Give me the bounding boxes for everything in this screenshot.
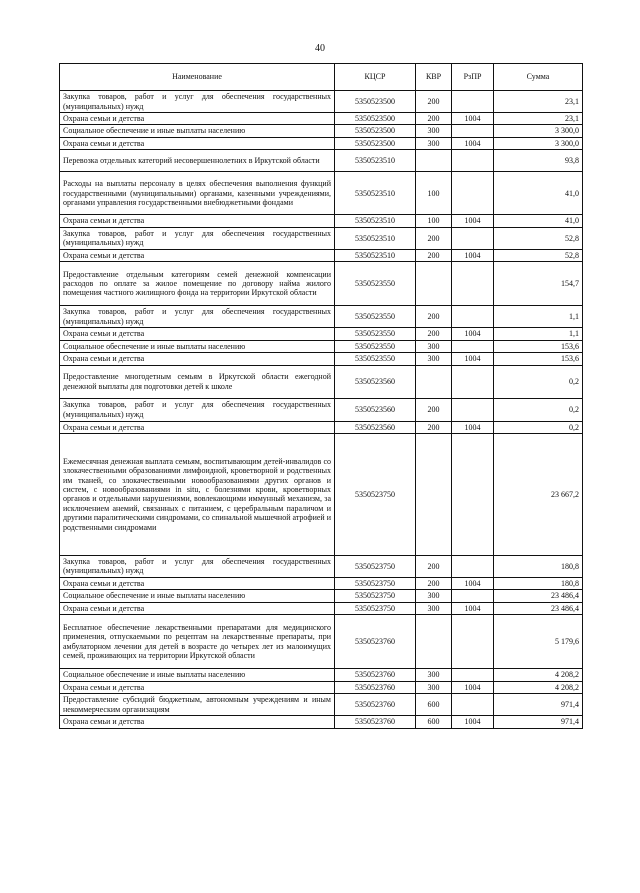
table-row — [60, 681, 583, 693]
row-kcsr: 5350523750 — [335, 602, 416, 614]
row-amount: 52,8 — [494, 249, 583, 261]
row-name: Социальное обеспечение и иные выплаты населению — [60, 125, 335, 137]
row-amount: 971,4 — [494, 716, 583, 728]
row-name: Охрана семьи и детства — [60, 602, 335, 614]
row-kvr: 600 — [416, 716, 452, 728]
row-name: Охрана семьи и детства — [60, 681, 335, 693]
row-kvr: 300 — [416, 669, 452, 681]
table-row — [60, 555, 583, 577]
row-amount: 3 300,0 — [494, 125, 583, 137]
row-kvr — [416, 615, 452, 669]
row-name: Перевозка отдельных категорий несовершеннолетних в Иркутской области — [60, 150, 335, 172]
table-row — [60, 262, 583, 306]
table-row — [60, 150, 583, 172]
row-kvr — [416, 150, 452, 172]
table-row — [60, 590, 583, 602]
row-amount: 23,1 — [494, 113, 583, 125]
table-row — [60, 365, 583, 398]
row-rzpr — [452, 669, 494, 681]
row-kvr: 200 — [416, 227, 452, 249]
row-kcsr: 5350523550 — [335, 340, 416, 352]
row-kvr: 200 — [416, 555, 452, 577]
row-name: Закупка товаров, работ и услуг для обеспечения государственных (муниципальных) нужд — [60, 555, 335, 577]
row-kcsr: 5350523750 — [335, 433, 416, 555]
row-name: Ежемесячная денежная выплата семьям, воспитывающим детей-инвалидов со злокачественными образованиями лимфоидной, кроветворной и родственных им тканей, со злокачественными новообразованиями других органов и систем, с новообразованиями in situ, с болезнями крови, кроветворных органов и отдельными нарушениями, вовлекающими иммунный механизм, за исключением анемий, связанных с питанием, с церебральным параличом и другими паралитическими синдромами, со спинальной мышечной атрофией и родственными синдромами — [60, 433, 335, 555]
row-kvr: 200 — [416, 249, 452, 261]
row-kvr: 200 — [416, 91, 452, 113]
table-row — [60, 172, 583, 215]
row-name: Предоставление отдельным категориям семей денежной компенсации расходов по оплате за жилое помещение по договору найма жилого помещения частного жилищного фонда на территории Иркутской области — [60, 262, 335, 306]
row-kvr: 600 — [416, 694, 452, 716]
row-name: Предоставление многодетным семьям в Иркутской области ежегодной денежной выплаты для подготовки детей к школе — [60, 365, 335, 398]
row-name: Социальное обеспечение и иные выплаты населению — [60, 340, 335, 352]
row-name: Социальное обеспечение и иные выплаты населению — [60, 669, 335, 681]
row-name: Охрана семьи и детства — [60, 137, 335, 149]
row-amount: 153,6 — [494, 340, 583, 352]
table-row — [60, 716, 583, 728]
row-kvr: 200 — [416, 113, 452, 125]
row-name: Предоставление субсидий бюджетным, автономным учреждениям и иным некоммерческим организациям — [60, 694, 335, 716]
row-kcsr: 5350523510 — [335, 215, 416, 227]
row-rzpr — [452, 615, 494, 669]
row-name: Социальное обеспечение и иные выплаты населению — [60, 590, 335, 602]
row-amount: 153,6 — [494, 353, 583, 365]
row-kcsr: 5350523760 — [335, 681, 416, 693]
row-rzpr: 1004 — [452, 577, 494, 589]
row-name: Бесплатное обеспечение лекарственными препаратами для медицинского применения, отпускаемыми по рецептам на лекарственные препараты, при амбулаторном лечении для детей в возрасте до четырех лет из малоимущих семей, проживающих на территории Иркутской области — [60, 615, 335, 669]
row-amount: 5 179,6 — [494, 615, 583, 669]
row-kvr: 300 — [416, 681, 452, 693]
row-rzpr — [452, 694, 494, 716]
table-row — [60, 340, 583, 352]
row-amount: 180,8 — [494, 555, 583, 577]
row-amount: 3 300,0 — [494, 137, 583, 149]
row-kcsr: 5350523750 — [335, 590, 416, 602]
row-kcsr: 5350523550 — [335, 328, 416, 340]
table-header-row — [60, 64, 583, 91]
table-row — [60, 249, 583, 261]
row-kcsr: 5350523510 — [335, 150, 416, 172]
row-name: Охрана семьи и детства — [60, 113, 335, 125]
row-name: Охрана семьи и детства — [60, 249, 335, 261]
row-kcsr: 5350523560 — [335, 421, 416, 433]
table-row — [60, 602, 583, 614]
table-row — [60, 137, 583, 149]
header-kcsr: КЦСР — [335, 64, 416, 91]
row-name: Охрана семьи и детства — [60, 421, 335, 433]
row-kvr: 200 — [416, 328, 452, 340]
row-amount: 4 208,2 — [494, 681, 583, 693]
row-amount: 41,0 — [494, 215, 583, 227]
header-kvr: КВР — [416, 64, 452, 91]
row-amount: 0,2 — [494, 398, 583, 421]
row-kvr — [416, 433, 452, 555]
row-kcsr: 5350523550 — [335, 306, 416, 328]
row-amount: 4 208,2 — [494, 669, 583, 681]
row-kcsr: 5350523510 — [335, 249, 416, 261]
row-amount: 23 667,2 — [494, 433, 583, 555]
row-amount: 41,0 — [494, 172, 583, 215]
row-kvr: 200 — [416, 306, 452, 328]
row-name: Охрана семьи и детства — [60, 215, 335, 227]
row-rzpr: 1004 — [452, 249, 494, 261]
row-amount: 971,4 — [494, 694, 583, 716]
row-kvr: 300 — [416, 590, 452, 602]
header-name: Наименование — [60, 64, 335, 91]
table-row — [60, 91, 583, 113]
row-amount: 52,8 — [494, 227, 583, 249]
row-kvr: 300 — [416, 353, 452, 365]
row-name: Охрана семьи и детства — [60, 328, 335, 340]
row-rzpr — [452, 227, 494, 249]
row-name: Закупка товаров, работ и услуг для обеспечения государственных (муниципальных) нужд — [60, 398, 335, 421]
row-amount: 1,1 — [494, 328, 583, 340]
row-kvr: 300 — [416, 602, 452, 614]
table-row — [60, 215, 583, 227]
row-kvr: 300 — [416, 125, 452, 137]
row-amount: 154,7 — [494, 262, 583, 306]
row-kvr: 200 — [416, 421, 452, 433]
table-row — [60, 615, 583, 669]
row-kcsr: 5350523550 — [335, 353, 416, 365]
budget-table — [59, 63, 583, 729]
table-row — [60, 398, 583, 421]
page-number: 40 — [315, 43, 325, 54]
row-rzpr: 1004 — [452, 215, 494, 227]
row-kvr — [416, 262, 452, 306]
row-amount: 93,8 — [494, 150, 583, 172]
row-kcsr: 5350523750 — [335, 577, 416, 589]
row-name: Охрана семьи и детства — [60, 716, 335, 728]
row-rzpr — [452, 150, 494, 172]
row-rzpr — [452, 433, 494, 555]
row-kcsr: 5350523560 — [335, 365, 416, 398]
table-row — [60, 306, 583, 328]
row-kcsr: 5350523760 — [335, 615, 416, 669]
row-rzpr: 1004 — [452, 681, 494, 693]
table-row — [60, 694, 583, 716]
row-rzpr — [452, 398, 494, 421]
row-rzpr: 1004 — [452, 328, 494, 340]
table-row — [60, 227, 583, 249]
row-kvr: 200 — [416, 577, 452, 589]
table-row — [60, 577, 583, 589]
row-amount: 1,1 — [494, 306, 583, 328]
table-row — [60, 669, 583, 681]
row-rzpr: 1004 — [452, 113, 494, 125]
row-rzpr: 1004 — [452, 353, 494, 365]
row-rzpr — [452, 262, 494, 306]
row-name: Расходы на выплаты персоналу в целях обеспечения выполнения функций государственными (муниципальными) органами, казенными учреждениями, органами управления государственными внебюджетными фондами — [60, 172, 335, 215]
row-kvr: 200 — [416, 398, 452, 421]
table-row — [60, 433, 583, 555]
table-row — [60, 113, 583, 125]
row-kvr: 100 — [416, 172, 452, 215]
row-kcsr: 5350523750 — [335, 555, 416, 577]
row-rzpr — [452, 555, 494, 577]
row-rzpr — [452, 172, 494, 215]
row-amount: 23,1 — [494, 91, 583, 113]
row-name: Закупка товаров, работ и услуг для обеспечения государственных (муниципальных) нужд — [60, 227, 335, 249]
row-name: Охрана семьи и детства — [60, 577, 335, 589]
table-row — [60, 328, 583, 340]
row-rzpr — [452, 590, 494, 602]
row-kcsr: 5350523510 — [335, 172, 416, 215]
row-rzpr: 1004 — [452, 602, 494, 614]
row-amount: 0,2 — [494, 421, 583, 433]
row-kcsr: 5350523760 — [335, 669, 416, 681]
row-amount: 23 486,4 — [494, 590, 583, 602]
row-kvr: 300 — [416, 340, 452, 352]
row-rzpr: 1004 — [452, 421, 494, 433]
row-name: Охрана семьи и детства — [60, 353, 335, 365]
row-name: Закупка товаров, работ и услуг для обеспечения государственных (муниципальных) нужд — [60, 91, 335, 113]
row-rzpr — [452, 306, 494, 328]
row-kvr: 300 — [416, 137, 452, 149]
row-kvr — [416, 365, 452, 398]
row-kcsr: 5350523760 — [335, 716, 416, 728]
row-kcsr: 5350523500 — [335, 125, 416, 137]
row-amount: 0,2 — [494, 365, 583, 398]
table-row — [60, 125, 583, 137]
row-rzpr — [452, 340, 494, 352]
header-amount: Сумма — [494, 64, 583, 91]
row-rzpr: 1004 — [452, 716, 494, 728]
table-row — [60, 353, 583, 365]
row-rzpr — [452, 91, 494, 113]
row-kcsr: 5350523500 — [335, 113, 416, 125]
row-kcsr: 5350523500 — [335, 91, 416, 113]
row-kcsr: 5350523500 — [335, 137, 416, 149]
row-name: Закупка товаров, работ и услуг для обеспечения государственных (муниципальных) нужд — [60, 306, 335, 328]
row-kvr: 100 — [416, 215, 452, 227]
header-rzpr: РзПР — [452, 64, 494, 91]
row-kcsr: 5350523560 — [335, 398, 416, 421]
row-kcsr: 5350523760 — [335, 694, 416, 716]
row-kcsr: 5350523550 — [335, 262, 416, 306]
table-row — [60, 421, 583, 433]
row-rzpr — [452, 365, 494, 398]
row-amount: 180,8 — [494, 577, 583, 589]
row-rzpr — [452, 125, 494, 137]
row-rzpr: 1004 — [452, 137, 494, 149]
row-amount: 23 486,4 — [494, 602, 583, 614]
row-kcsr: 5350523510 — [335, 227, 416, 249]
